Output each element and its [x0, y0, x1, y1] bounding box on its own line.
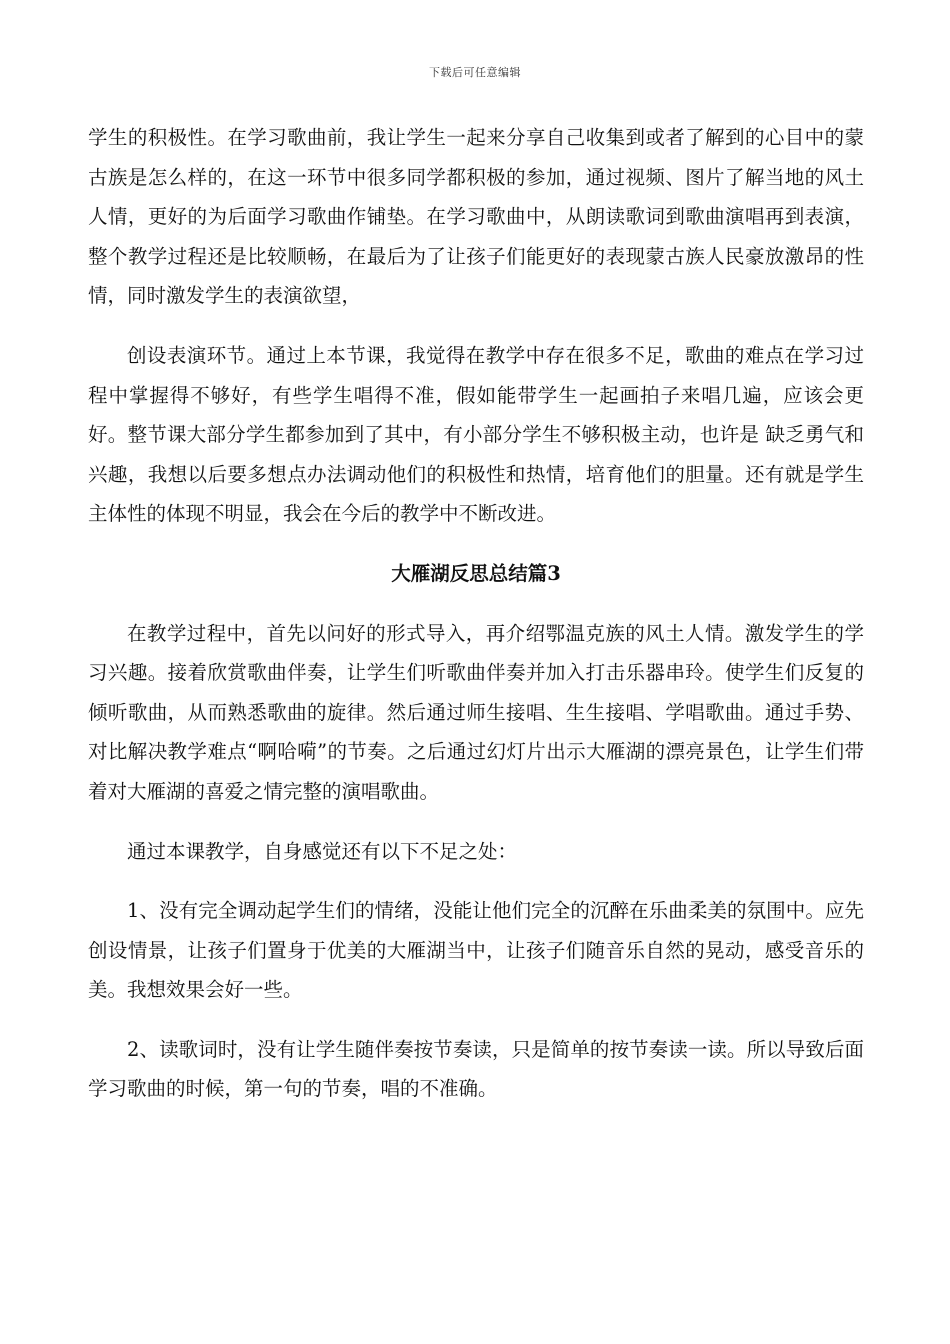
list-item: 2、读歌词时，没有让学生随伴奏按节奏读，只是简单的按节奏读一读。所以导致后面学习歌曲的时候，第一句的节奏，唱的不准确。: [88, 1037, 864, 1101]
paragraph-continued: 学生的积极性。在学习歌曲前，我让学生一起来分享自己收集到或者了解到的心目中的蒙古族是怎么样的，在这一环节中很多同学都积极的参加，通过视频、图片了解当地的风土人情，更好的为后面学习歌曲作铺垫。在学习歌曲中，从朗读歌词到歌曲演唱再到表演，整个教学过程还是比较顺畅，在最后为了让孩子们能更好的表现蒙古族人民豪放激昂的性情，同时激发学生的表演欲望，: [88, 126, 864, 308]
section-heading: 大雁湖反思总结篇3: [391, 561, 561, 585]
paragraph: 创设表演环节。通过上本节课，我觉得在教学中存在很多不足，歌曲的难点在学习过程中掌握得不够好，有些学生唱得不准，假如能带学生一起画拍子来唱几遍，应该会更好。整节课大部分学生都参加到了其中，有小部分学生不够积极主动，也许是 缺乏勇气和兴趣，我想以后要多想点办法调动他们的积极性和热情，培育他们的胆量。还有就是学生主体性的体现不明显，我会在今后的教学中不断改进。: [88, 343, 864, 526]
paragraph: 通过本课教学，自身感觉还有以下不足之处：: [127, 839, 518, 863]
paragraph: 在教学过程中，首先以问好的形式导入，再介绍鄂温克族的风土人情。激发学生的学习兴趣。接着欣赏歌曲伴奏，让学生们听歌曲伴奏并加入打击乐器串玲。使学生们反复的倾听歌曲，从而熟悉歌曲的旋律。然后通过师生接唱、生生接唱、学唱歌曲。通过手势、对比解决教学难点“啊哈嗬”的节奏。之后通过幻灯片出示大雁湖的漂亮景色，让学生们带着对大雁湖的喜爱之情完整的演唱歌曲。: [88, 621, 864, 803]
page-header: 下载后可任意编辑: [429, 66, 521, 79]
list-item: 1、没有完全调动起学生们的情绪，没能让他们完全的沉醉在乐曲柔美的氛围中。应先创设情景，让孩子们置身于优美的大雁湖当中，让孩子们随音乐自然的晃动，感受音乐的美。我想效果会好一些。: [88, 899, 864, 1002]
document-body: [88, 118, 864, 1109]
